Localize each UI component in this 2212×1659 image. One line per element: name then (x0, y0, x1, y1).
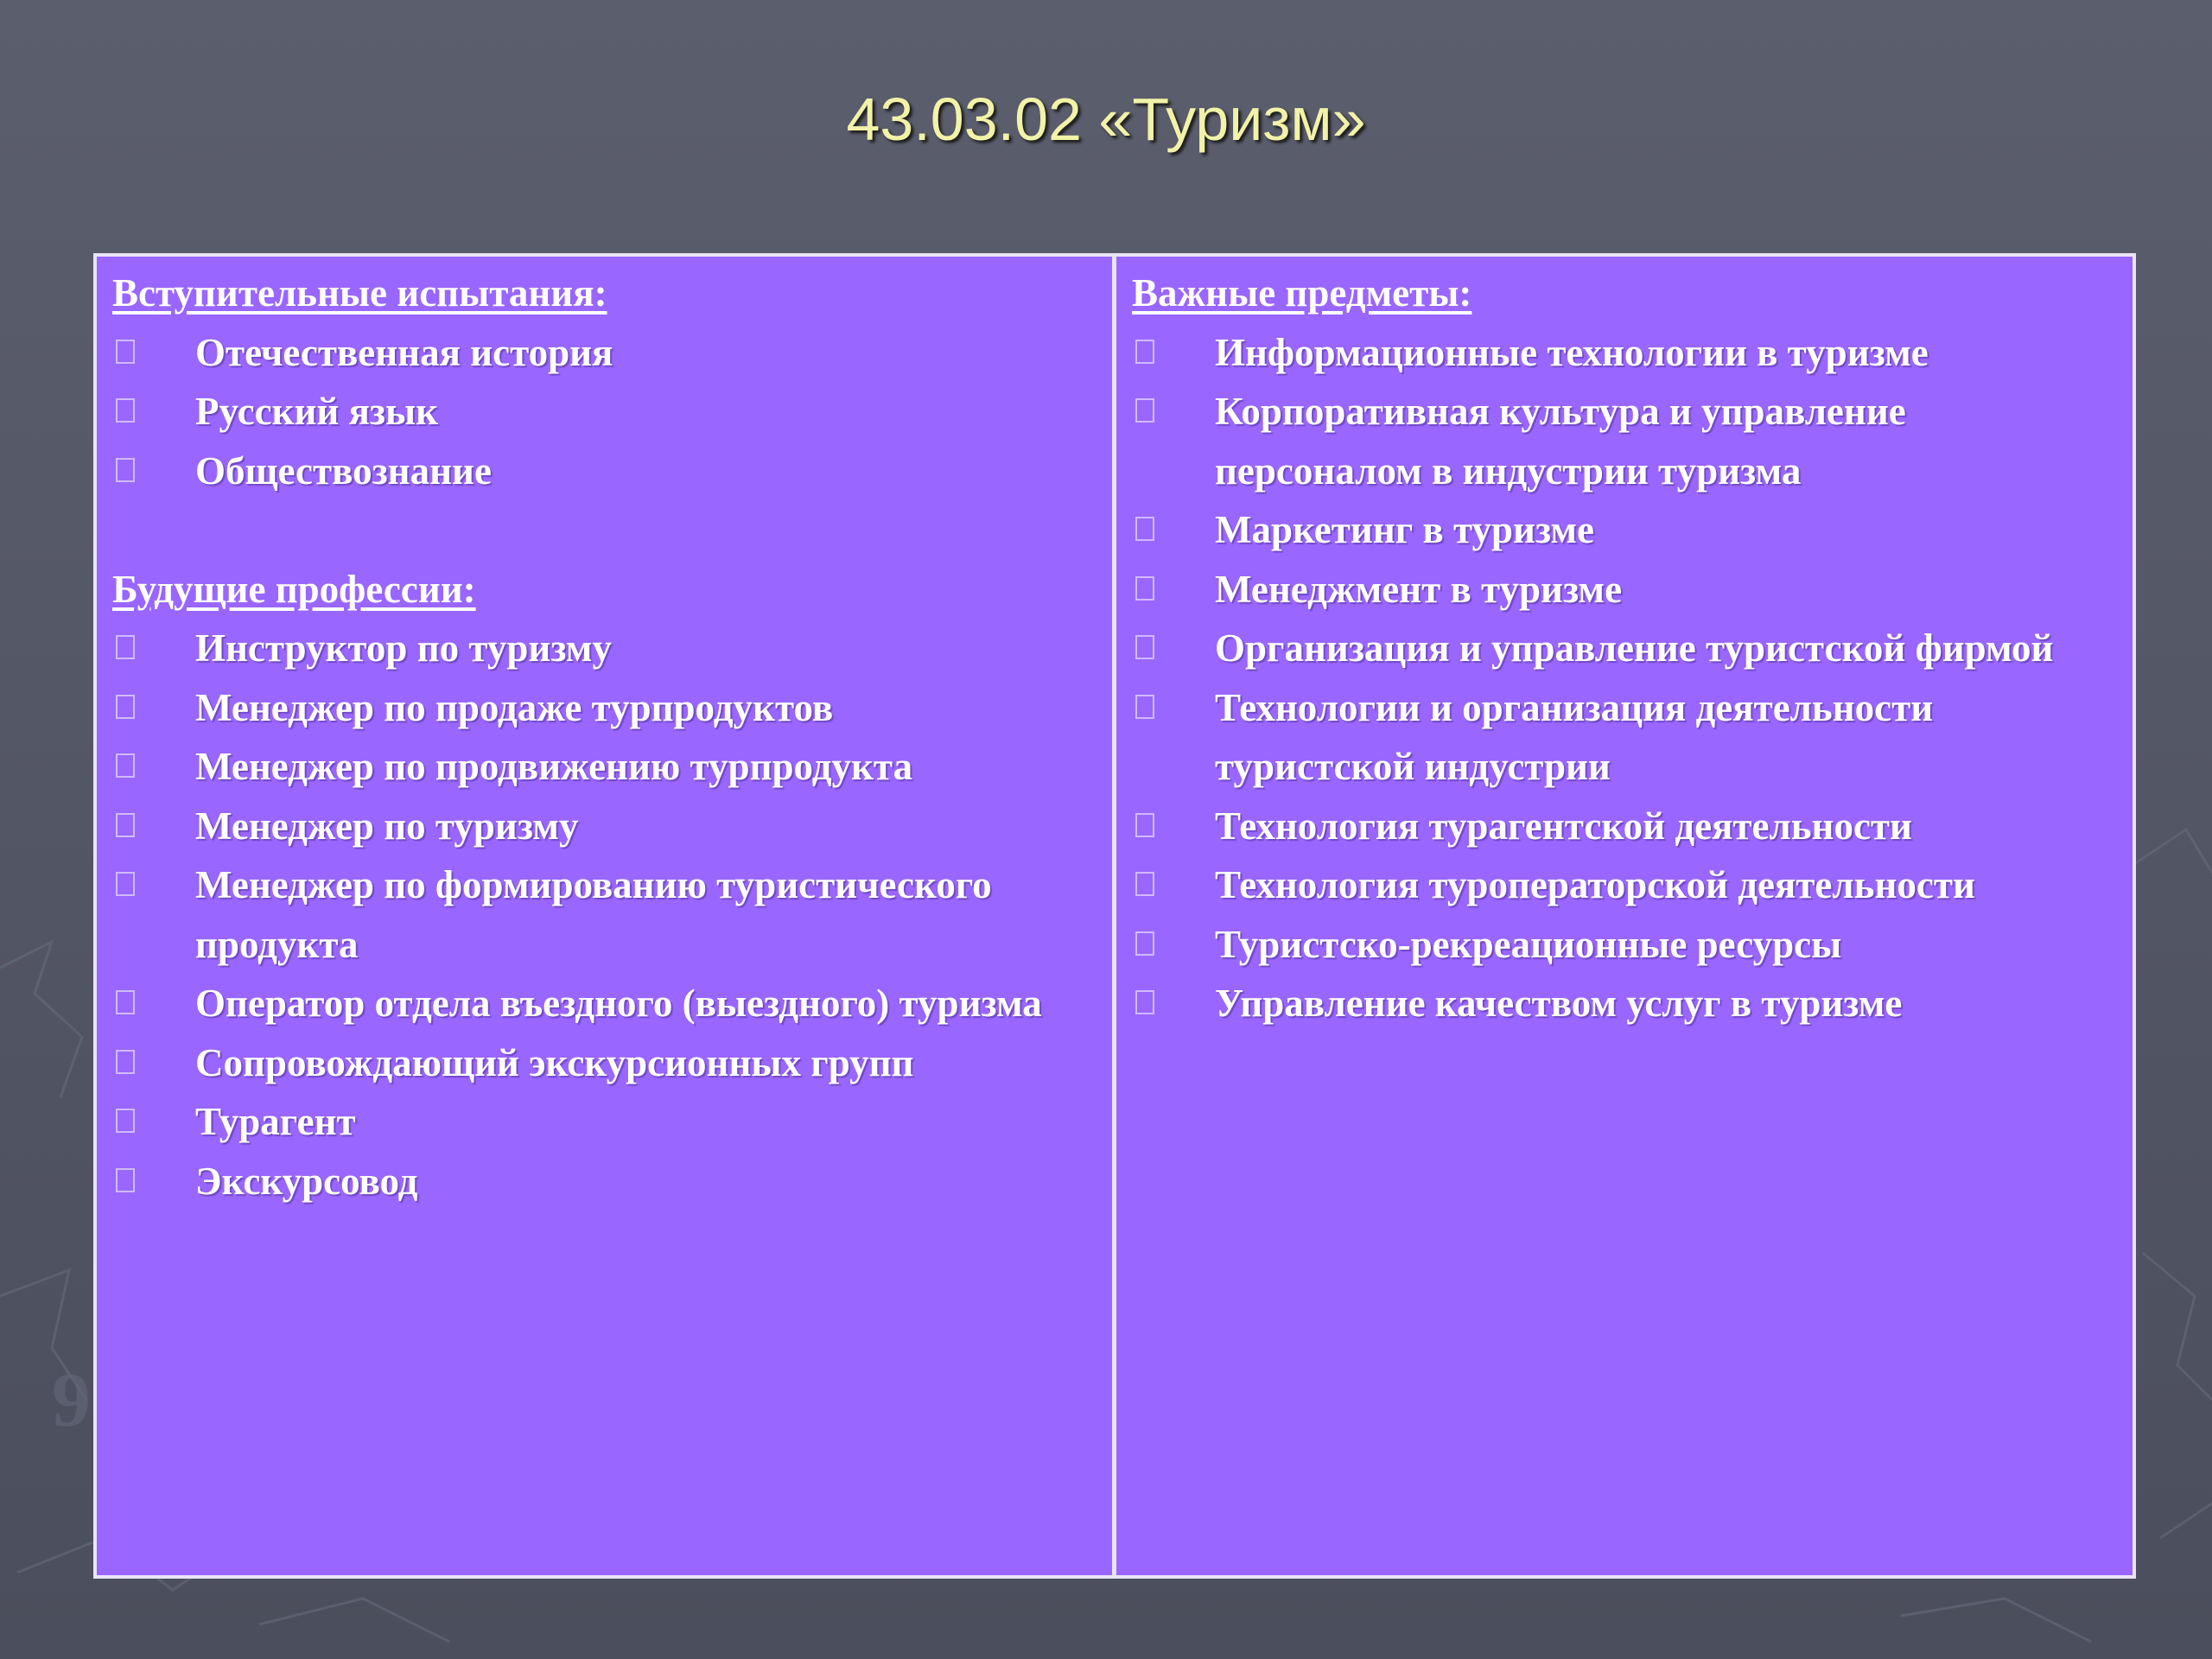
list-item-text: Технология туроператорской деятельности (1215, 863, 1975, 906)
list-item (112, 323, 1098, 383)
list-item (1132, 678, 2119, 797)
checkbox-bullet-icon (1132, 915, 1215, 975)
list-item (1132, 382, 2119, 500)
checkbox-bullet-icon (112, 737, 195, 797)
content-table (93, 253, 2136, 1579)
checkbox-bullet-icon (1132, 974, 1215, 1033)
list-item (112, 1092, 1098, 1152)
list-item-text: Менеджер по продвижению турпродукта (195, 745, 913, 788)
list-item-text: Менеджер по формированию туристического продукта (195, 863, 992, 966)
checkbox-bullet-icon (112, 382, 195, 442)
list-item (1132, 560, 2119, 620)
checkbox-bullet-icon (112, 974, 195, 1033)
list-item (1132, 855, 2119, 915)
important-subjects-heading: Важные предметы: (1132, 271, 1472, 315)
list-item-text: Маркетинг в туризме (1215, 508, 1595, 551)
important-subjects-list (1132, 323, 2119, 1033)
checkbox-bullet-icon (1132, 678, 1215, 738)
checkbox-bullet-icon (112, 323, 195, 383)
list-item (112, 1152, 1098, 1211)
list-item-text: Менеджмент в туризме (1215, 567, 1623, 611)
list-item-text: Оператор отдела въездного (выездного) туризма (195, 982, 1042, 1025)
list-item (1132, 974, 2119, 1033)
checkbox-bullet-icon (112, 1033, 195, 1093)
list-item (1132, 500, 2119, 560)
checkbox-bullet-icon (1132, 619, 1215, 678)
checkbox-bullet-icon (1132, 323, 1215, 383)
list-item-text: Инструктор по туризму (195, 626, 612, 670)
checkbox-bullet-icon (1132, 797, 1215, 856)
list-item-text: Технология турагентской деятельности (1215, 804, 1912, 848)
list-item (1132, 619, 2119, 678)
list-item (1132, 323, 2119, 383)
list-item (112, 619, 1098, 678)
list-item-text: Управление качеством услуг в туризме (1215, 982, 1903, 1025)
checkbox-bullet-icon (112, 1092, 195, 1152)
list-item-text: Сопровождающий экскурсионных групп (195, 1040, 914, 1084)
list-item-text: Менеджер по туризму (195, 804, 579, 848)
list-item (112, 797, 1098, 856)
section-spacer (112, 500, 1098, 560)
slide-title: 43.03.02 «Туризм» (846, 86, 1366, 153)
checkbox-bullet-icon (112, 678, 195, 738)
list-item-text: Технологии и организация деятельности туристской индустрии (1215, 685, 1934, 788)
list-item-text: Информационные технологии в туризме (1215, 330, 1929, 374)
checkbox-bullet-icon (1132, 560, 1215, 620)
future-professions-heading: Будущие профессии: (112, 567, 476, 611)
list-item-text: Турагент (195, 1100, 356, 1143)
checkbox-bullet-icon (1132, 855, 1215, 915)
list-item (112, 855, 1098, 974)
list-item-text: Обществознание (195, 448, 492, 493)
list-item (1132, 797, 2119, 856)
checkbox-bullet-icon (1132, 500, 1215, 560)
future-professions-list (112, 619, 1098, 1211)
svg-text:9: 9 (52, 1357, 91, 1443)
list-item-text: Менеджер по продаже турпродуктов (195, 685, 834, 729)
checkbox-bullet-icon (1132, 382, 1215, 442)
list-item-text: Корпоративная культура и управление персоналом в индустрии туризма (1215, 390, 1906, 493)
left-column (97, 257, 1116, 1575)
list-item (112, 974, 1098, 1033)
list-item (112, 442, 1098, 501)
checkbox-bullet-icon (112, 1152, 195, 1211)
checkbox-bullet-icon (112, 797, 195, 856)
right-column (1116, 257, 2133, 1575)
entrance-exams-heading: Вступительные испытания: (112, 271, 607, 315)
list-item (112, 678, 1098, 738)
list-item-text: Русский язык (195, 390, 439, 433)
list-item (112, 382, 1098, 442)
entrance-exams-list (112, 323, 1098, 501)
list-item-text: Экскурсовод (195, 1159, 418, 1203)
list-item-text: Организация и управление туристской фирмой (1215, 626, 2054, 670)
list-item (1132, 915, 2119, 975)
checkbox-bullet-icon (112, 442, 195, 501)
list-item-text: Отечественная история (195, 330, 613, 374)
list-item (112, 1033, 1098, 1093)
checkbox-bullet-icon (112, 855, 195, 915)
checkbox-bullet-icon (112, 619, 195, 678)
list-item-text: Туристско-рекреационные ресурсы (1215, 922, 1842, 966)
list-item (112, 737, 1098, 797)
